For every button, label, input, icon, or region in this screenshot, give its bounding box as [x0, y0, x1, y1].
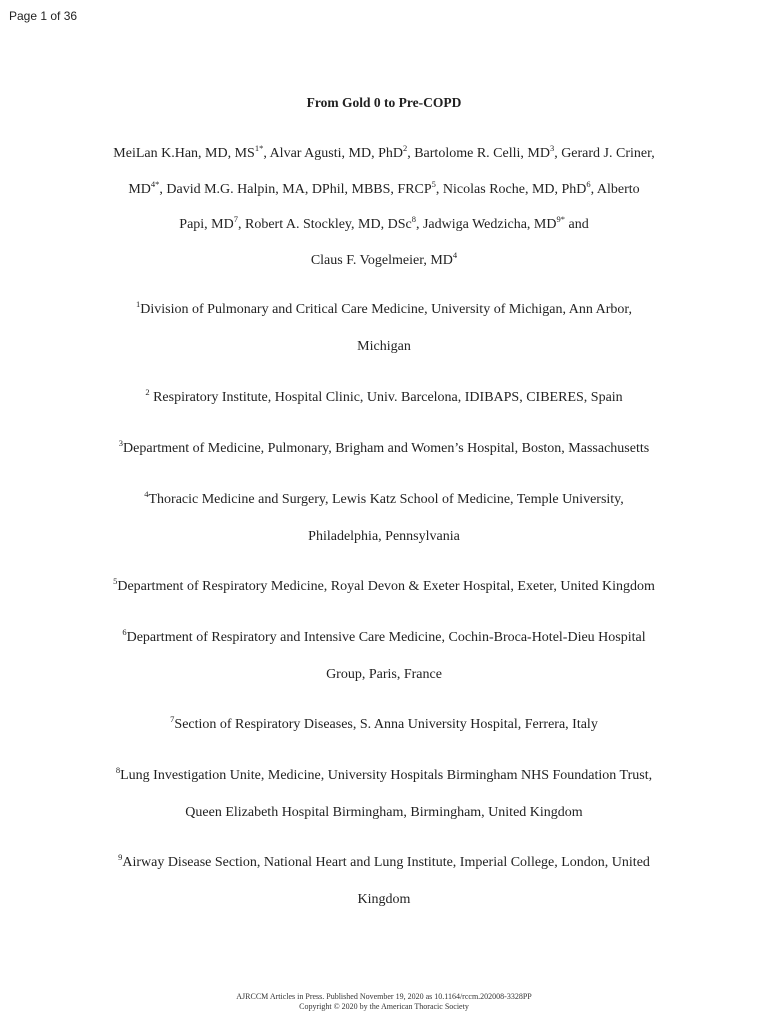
author-text: Claus F. Vogelmeier, MD	[310, 252, 453, 268]
journal-footer	[0, 992, 768, 1012]
author-text: , David M.G. Halpin, MA, DPhil, MBBS, FRCP	[159, 181, 432, 197]
author-text: , Alberto	[590, 181, 640, 197]
affiliation-8: $^8$Lung Investigation Unite, Medicine, University Hospitals Birmingham NHS Foundation Trust, Queen Elizabeth Hospital Birmingham, Birmingham, United Kingdom	[115, 765, 653, 820]
affiliation-9: $^9$Airway Disease Section, National Heart and Lung Institute, Imperial College, London, United Kingdom	[118, 852, 650, 907]
affiliation-3: $^3$Department of Medicine, Pulmonary, Brigham and Women’s Hospital, Boston, Massachusetts	[118, 438, 650, 456]
author-line	[60, 172, 708, 208]
author-line	[60, 243, 708, 279]
affiliation-4: $^4$Thoracic Medicine and Surgery, Lewis Katz School of Medicine, Temple University, Philadelphia, Pennsylvania	[144, 489, 624, 544]
page-indicator: Page 1 of 36	[9, 9, 78, 23]
affiliation-marker: 6	[586, 178, 591, 189]
author-text: , Nicolas Roche, MD, PhD	[435, 181, 587, 197]
affiliation-marker: 9*	[556, 214, 565, 224]
author-text: and	[564, 217, 589, 232]
affiliation-marker: 3	[549, 143, 555, 153]
author-text: Papi, MD	[179, 217, 234, 232]
affiliation-marker: 4*	[150, 178, 160, 189]
affiliation-5: $^5$Department of Respiratory Medicine, Royal Devon & Exeter Hospital, Exeter, United Kingdom	[113, 576, 655, 594]
author-list	[60, 136, 708, 278]
author-text: , Bartolome R. Celli, MD	[407, 146, 550, 161]
author-text: MD	[128, 181, 151, 197]
footer-publication-line: AJRCCM Articles in Press. Published November 19, 2020 as 10.1164/rccm.202008-3328PP	[236, 992, 532, 1001]
affiliation-1: $^1$Division of Pulmonary and Critical Care Medicine, University of Michigan, Ann Arbor, Michigan	[136, 299, 632, 354]
affiliation-6: $^6$Department of Respiratory and Intensive Care Medicine, Cochin-Broca-Hotel-Dieu Hospital Group, Paris, France	[122, 627, 646, 682]
affiliation-marker: 5	[431, 178, 436, 189]
affiliation-2: $^2$ Respiratory Institute, Hospital Clinic, Univ. Barcelona, IDIBAPS, CIBERES, Spain	[145, 387, 623, 405]
affiliation-marker: 4	[452, 249, 458, 260]
paper-title: From Gold 0 to Pre-COPD	[306, 95, 462, 110]
author-text: , Robert A. Stockley, MD, DSc	[238, 217, 412, 232]
affiliation-marker: 1*	[254, 143, 264, 153]
affiliation-marker: 8	[411, 214, 416, 224]
affiliation-marker: 7	[233, 214, 238, 224]
affiliation-7: $^7$Section of Respiratory Diseases, S. Anna University Hospital, Ferrera, Italy	[170, 714, 598, 732]
footer-copyright-line: Copyright © 2020 by the American Thoracic Society	[299, 1002, 469, 1011]
author-text: , Jadwiga Wedzicha, MD	[415, 217, 557, 232]
author-line	[60, 207, 708, 243]
author-text: MeiLan K.Han, MD, MS	[113, 146, 255, 161]
author-text: , Gerard J. Criner,	[554, 146, 655, 161]
affiliation-marker: 2	[402, 143, 408, 153]
author-line	[60, 136, 708, 172]
author-text: , Alvar Agusti, MD, PhD	[263, 146, 403, 161]
